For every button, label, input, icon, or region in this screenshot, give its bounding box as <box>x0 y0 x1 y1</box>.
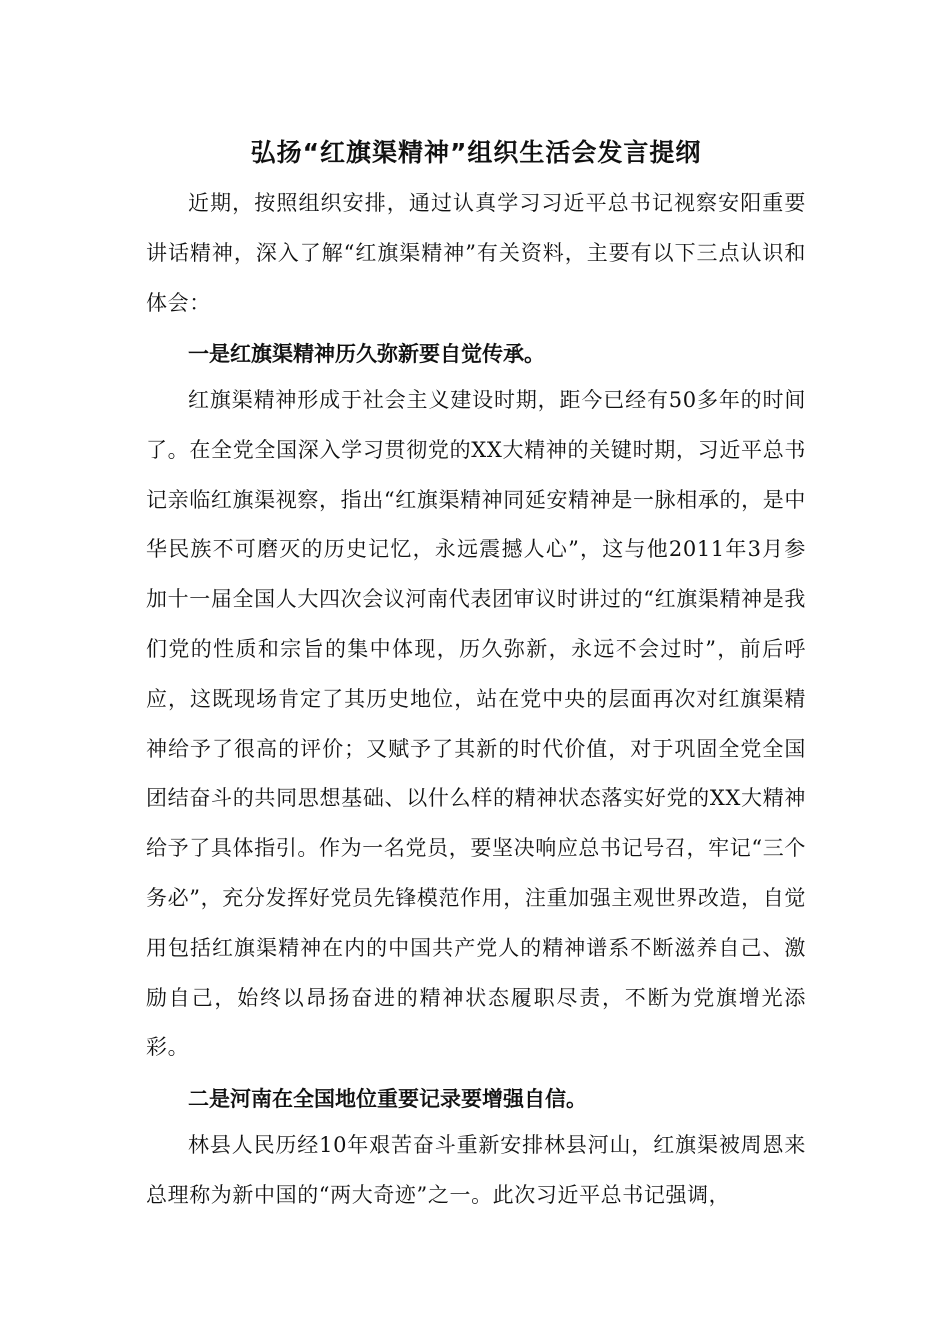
intro-paragraph: 近期，按照组织安排，通过认真学习习近平总书记视察安阳重要讲话精神，深入了解“红旗渠精神”有关资料，主要有以下三点认识和体会： <box>146 191 806 315</box>
section-heading-2: 二是河南在全国地位重要记录要增强自信。 <box>188 1087 587 1111</box>
document-title: 弘扬“红旗渠精神”组织生活会发言提纲 <box>250 138 702 167</box>
section-paragraph-1: 红旗渠精神形成于社会主义建设时期，距今已经有50多年的时间了。在全党全国深入学习贯彻党的XX大精神的关键时期，习近平总书记亲临红旗渠视察，指出“红旗渠精神同延安精神是一脉相承的，是中华民族不可磨灭的历史记忆，永远震撼人心”，这与他2011年3月参加十一届全国人大四次会议河南代表团审议时讲过的“红旗渠精神是我们党的性质和宗旨的集中体现，历久弥新，永远不会过时”，前后呼应，这既现场肯定了其历史地位，站在党中央的层面再次对红旗渠精神给予了很高的评价；又赋予了其新的时代价值，对于巩固全党全国团结奋斗的共同思想基础、以什么样的精神状态落实好党的XX大精神给予了具体指引。作为一名党员，要坚决响应总书记号召，牢记“三个务必”，充分发挥好党员先锋模范作用，注重加强主观世界改造，自觉用包括红旗渠精神在内的中国共产党人的精神谱系不断滋养自己、激励自己，始终以昂扬奋进的精神状态履职尽责，不断为党旗增光添彩。 <box>146 388 806 1060</box>
section-paragraph-2: 林县人民历经10年艰苦奋斗重新安排林县河山，红旗渠被周恩来总理称为新中国的“两大奇迹”之一。此次习近平总书记强调， <box>146 1133 806 1207</box>
section-heading-1: 一是红旗渠精神历久弥新要自觉传承。 <box>188 342 545 366</box>
